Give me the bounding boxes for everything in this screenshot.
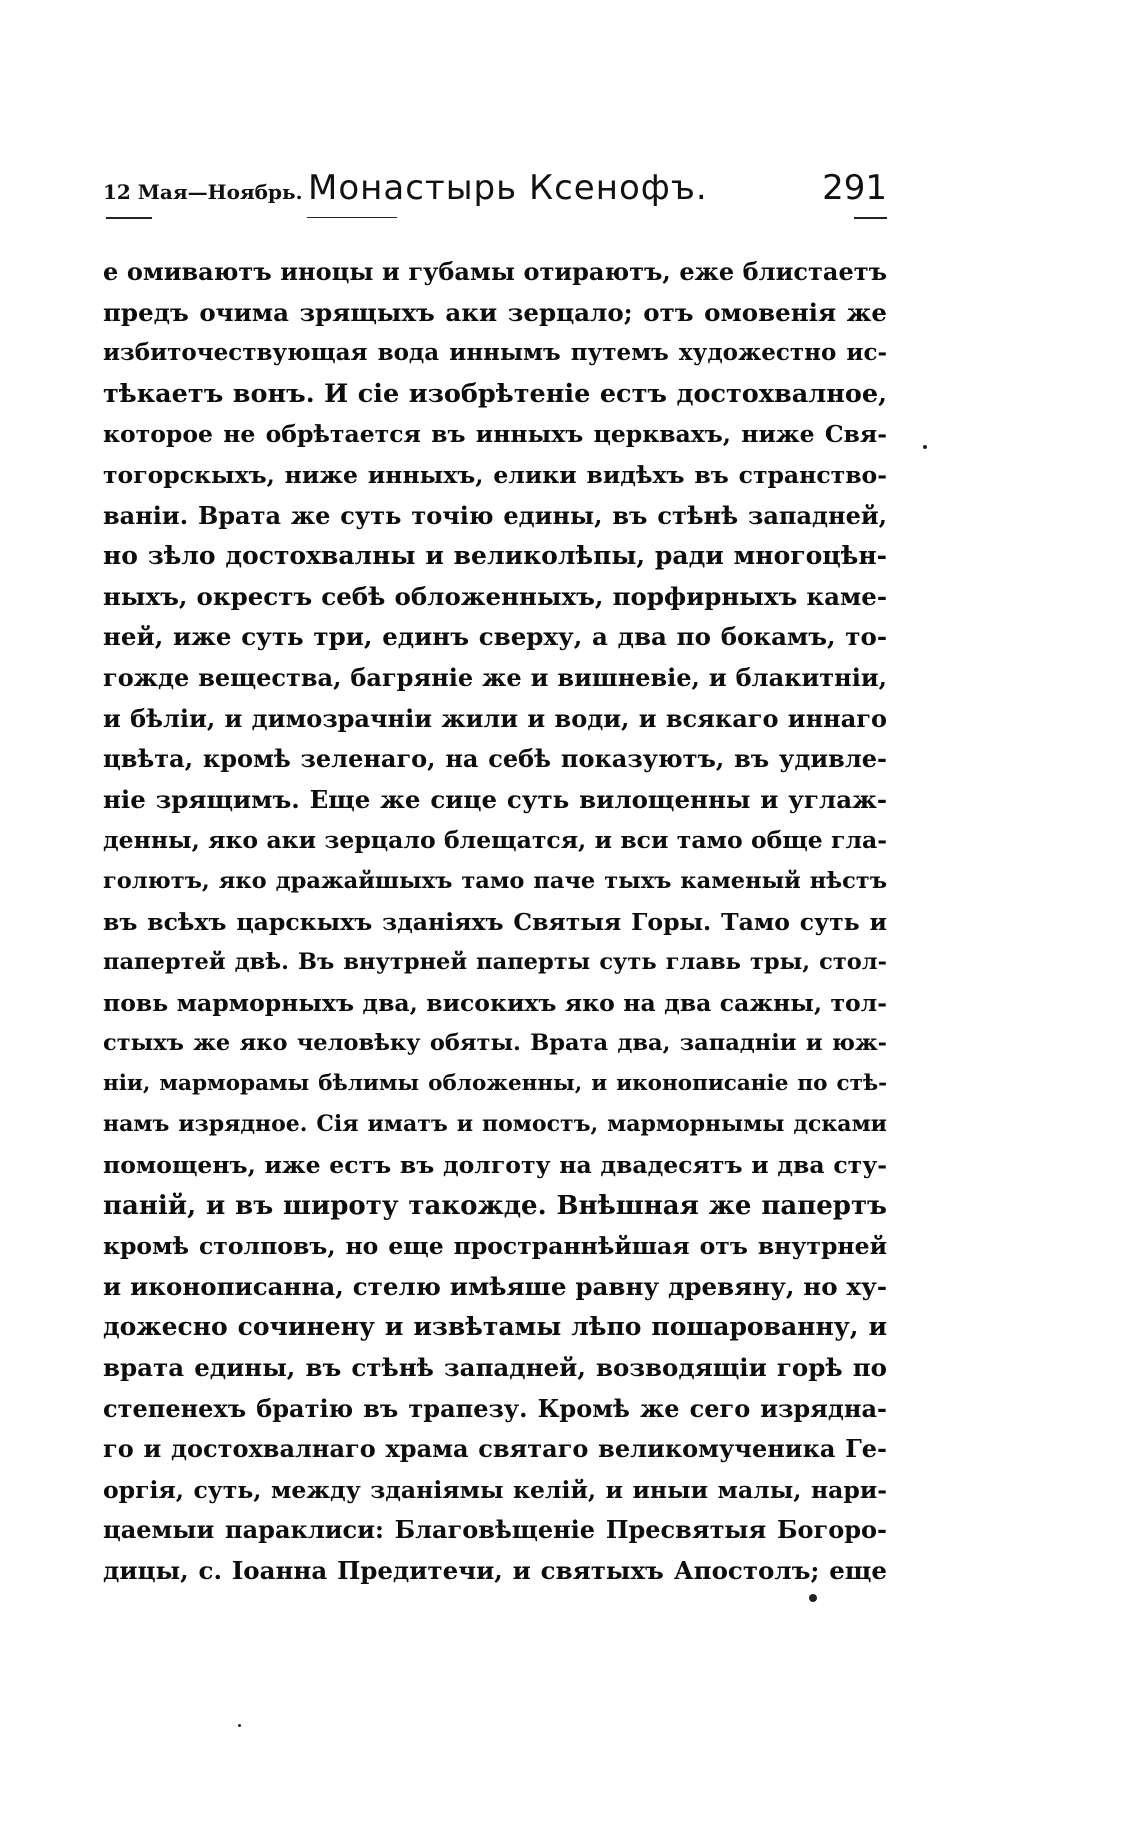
- text-line: дицы, с. Іоанна Предитечи, и святыхъ Апостолъ; еще: [103, 1556, 887, 1585]
- text-line: но зѣло достохвалны и великолѣпы, ради многоцѣн-: [103, 541, 887, 571]
- text-line: гожде вещества, багряніе же и вишневіе, и блакитніи,: [103, 662, 887, 692]
- text-line: ніи, марморамы бѣлимы обложенны, и иконописаніе по стѣ-: [103, 1070, 887, 1096]
- text-line: голютъ, яко дражайшыхъ тамо паче тыхъ каменый нѣстъ: [103, 867, 887, 894]
- text-line: паній, и въ широту такожде. Внѣшная же папертъ: [103, 1190, 887, 1221]
- text-line: которое не обрѣтается въ инныхъ церквахъ, ниже Свя-: [103, 420, 887, 449]
- header-date-range: 12 Мая—Ноябрь.: [103, 180, 303, 204]
- text-line: намъ изрядное. Сія иматъ и помостъ, марморнымы дсками: [103, 1111, 887, 1138]
- text-line: повь марморныхъ два, високихъ яко на два сажны, тол-: [103, 988, 887, 1017]
- header-rule-right: [854, 217, 887, 219]
- text-line: цаемыи параклиси: Благовѣщеніе Пресвятыя Богоро-: [103, 1515, 887, 1545]
- text-line: го и достохвалнаго храма святаго великомученика Ге-: [103, 1434, 887, 1464]
- text-line: стыхъ же яко человѣку обяты. Врата два, западніи и юж-: [103, 1030, 887, 1057]
- speck-mark: [923, 445, 927, 449]
- text-line: и иконописанна, стелю имѣяше равну древяну, но ху-: [103, 1271, 887, 1301]
- header-rule-left: [106, 217, 152, 219]
- text-line: въ всѣхъ царскыхъ зданіяхъ Святыя Горы. Тамо суть и: [103, 907, 887, 936]
- text-line: денны, яко аки зерцало блещатся, и вси тамо обще гла-: [103, 826, 887, 855]
- text-line: и бѣліи, и димозрачніи жили и води, и всякаго иннаго: [103, 703, 887, 733]
- speck-mark: [809, 1594, 817, 1602]
- text-line: тѣкаетъ вонъ. И сіе изобрѣтеніе естъ достохвалное,: [103, 378, 887, 409]
- text-line: оргія, суть, между зданіямы келій, и иныи малы, нари-: [103, 1475, 887, 1504]
- text-line: избиточествующая вода иннымъ путемъ художестно ис-: [103, 339, 887, 367]
- running-header: [103, 168, 887, 218]
- speck-mark: [238, 1724, 241, 1727]
- body-text: [103, 252, 887, 1592]
- page-number: 291: [822, 168, 887, 208]
- text-line: ней, иже суть три, единъ сверху, а два по бокамъ, то-: [103, 622, 887, 652]
- text-line: ныхъ, окрестъ себѣ обложенныхъ, порфирныхъ каме-: [103, 581, 887, 611]
- text-line: предъ очима зрящыхъ аки зерцало; отъ омовенія же: [103, 297, 887, 327]
- text-line: степенехъ братію въ трапезу. Кромѣ же сего изрядна-: [103, 1393, 887, 1423]
- text-line: ніе зрящимъ. Еще же сице суть вилощенны и углаж-: [103, 784, 887, 814]
- header-rule-title: [307, 217, 397, 218]
- text-line: папертей двѣ. Въ внутрней паперты суть главь тры, стол-: [103, 949, 887, 976]
- text-line: тогорскыхъ, ниже инныхъ, елики видѣхъ въ странство-: [103, 460, 887, 489]
- text-line: кромѣ столповъ, но еще пространнѣйшая отъ внутрней: [103, 1232, 887, 1261]
- header-title: Монастырь Ксенофъ.: [308, 168, 708, 208]
- text-line: е омиваютъ иноцы и губамы отираютъ, еже блистаетъ: [103, 257, 887, 286]
- text-line: врата едины, въ стѣнѣ западней, возводящіи горѣ по: [103, 1353, 887, 1383]
- text-line: дожесно сочинену и извѣтамы лѣпо пошарованну, и: [103, 1312, 887, 1342]
- text-line: цвѣта, кромѣ зеленаго, на себѣ показуютъ, въ удивле-: [103, 744, 887, 774]
- text-line: помощенъ, иже естъ въ долготу на двадесятъ и два сту-: [103, 1151, 887, 1180]
- text-line: ваніи. Врата же суть точію едины, въ стѣнѣ западней,: [103, 500, 887, 530]
